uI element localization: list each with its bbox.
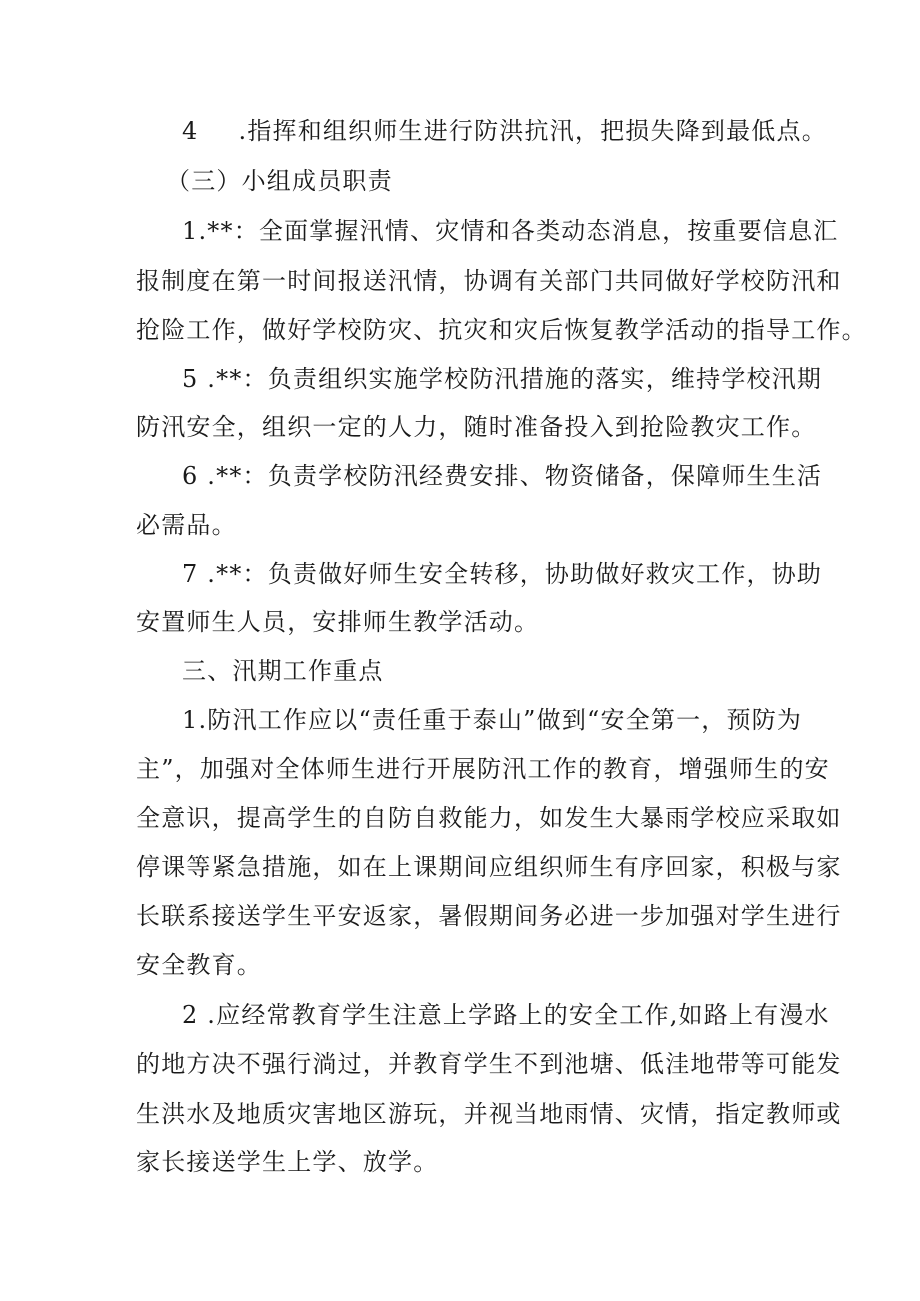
duty-7-line-1: 7 .**：负责做好师生安全转移，协助做好救灾工作，协助 [182, 560, 823, 588]
point-1-line-2: 主”，加强对全体师生进行开展防汛工作的教育，增强师生的安 [136, 755, 830, 783]
point-2-line-1: 2 .应经常教育学生注意上学路上的安全工作,如路上有漫水 [182, 1001, 830, 1029]
item-4 [182, 116, 827, 146]
point-1-line-5: 长联系接送学生平安返家，暑假期间务必进一步加强对学生进行 [136, 902, 842, 930]
duty-1-line-2: 报制度在第一时间报送汛情，协调有关部门共同做好学校防汛和 [136, 267, 842, 295]
point-1-line-1: 1.防汛工作应以“责任重于泰山”做到“安全第一，预防为 [182, 706, 803, 734]
point-2-line-2: 的地方决不强行淌过，并教育学生不到池塘、低洼地带等可能发 [136, 1050, 842, 1078]
duty-6-line-1: 6 .**：负责学校防汛经费安排、物资储备，保障师生生活 [182, 462, 823, 490]
item-4-text: .指挥和组织师生进行防洪抗汛，把损失降到最低点。 [238, 117, 827, 145]
point-1-line-4: 停课等紧急措施，如在上课期间应组织师生有序回家，积极与家 [136, 853, 842, 881]
duty-1-line-1: 1.**：全面掌握汛情、灾情和各类动态消息，按重要信息汇 [182, 217, 839, 245]
section-3-heading: （三）小组成员职责 [166, 167, 393, 195]
duty-5-line-2: 防汛安全，组织一定的人力，随时准备投入到抢险教灾工作。 [136, 413, 817, 441]
duty-1-line-3: 抢险工作，做好学校防灾、抗灾和灾后恢复教学活动的指导工作。 [136, 316, 867, 344]
point-2-line-4: 家长接送学生上学、放学。 [136, 1148, 439, 1176]
point-2-line-3: 生洪水及地质灾害地区游玩，并视当地雨情、灾情，指定教师或 [136, 1100, 842, 1128]
duty-6-line-2: 必需品。 [136, 511, 237, 539]
point-1-line-6: 安全教育。 [136, 951, 262, 979]
point-1-line-3: 全意识，提高学生的自防自救能力，如发生大暴雨学校应采取如 [136, 804, 842, 832]
part-3-heading: 三、汛期工作重点 [182, 657, 384, 685]
item-4-number: 4 [182, 117, 199, 145]
duty-7-line-2: 安置师生人员，安排师生教学活动。 [136, 608, 540, 636]
duty-5-line-1: 5 .**：负责组织实施学校防汛措施的落实，维持学校汛期 [182, 365, 823, 393]
